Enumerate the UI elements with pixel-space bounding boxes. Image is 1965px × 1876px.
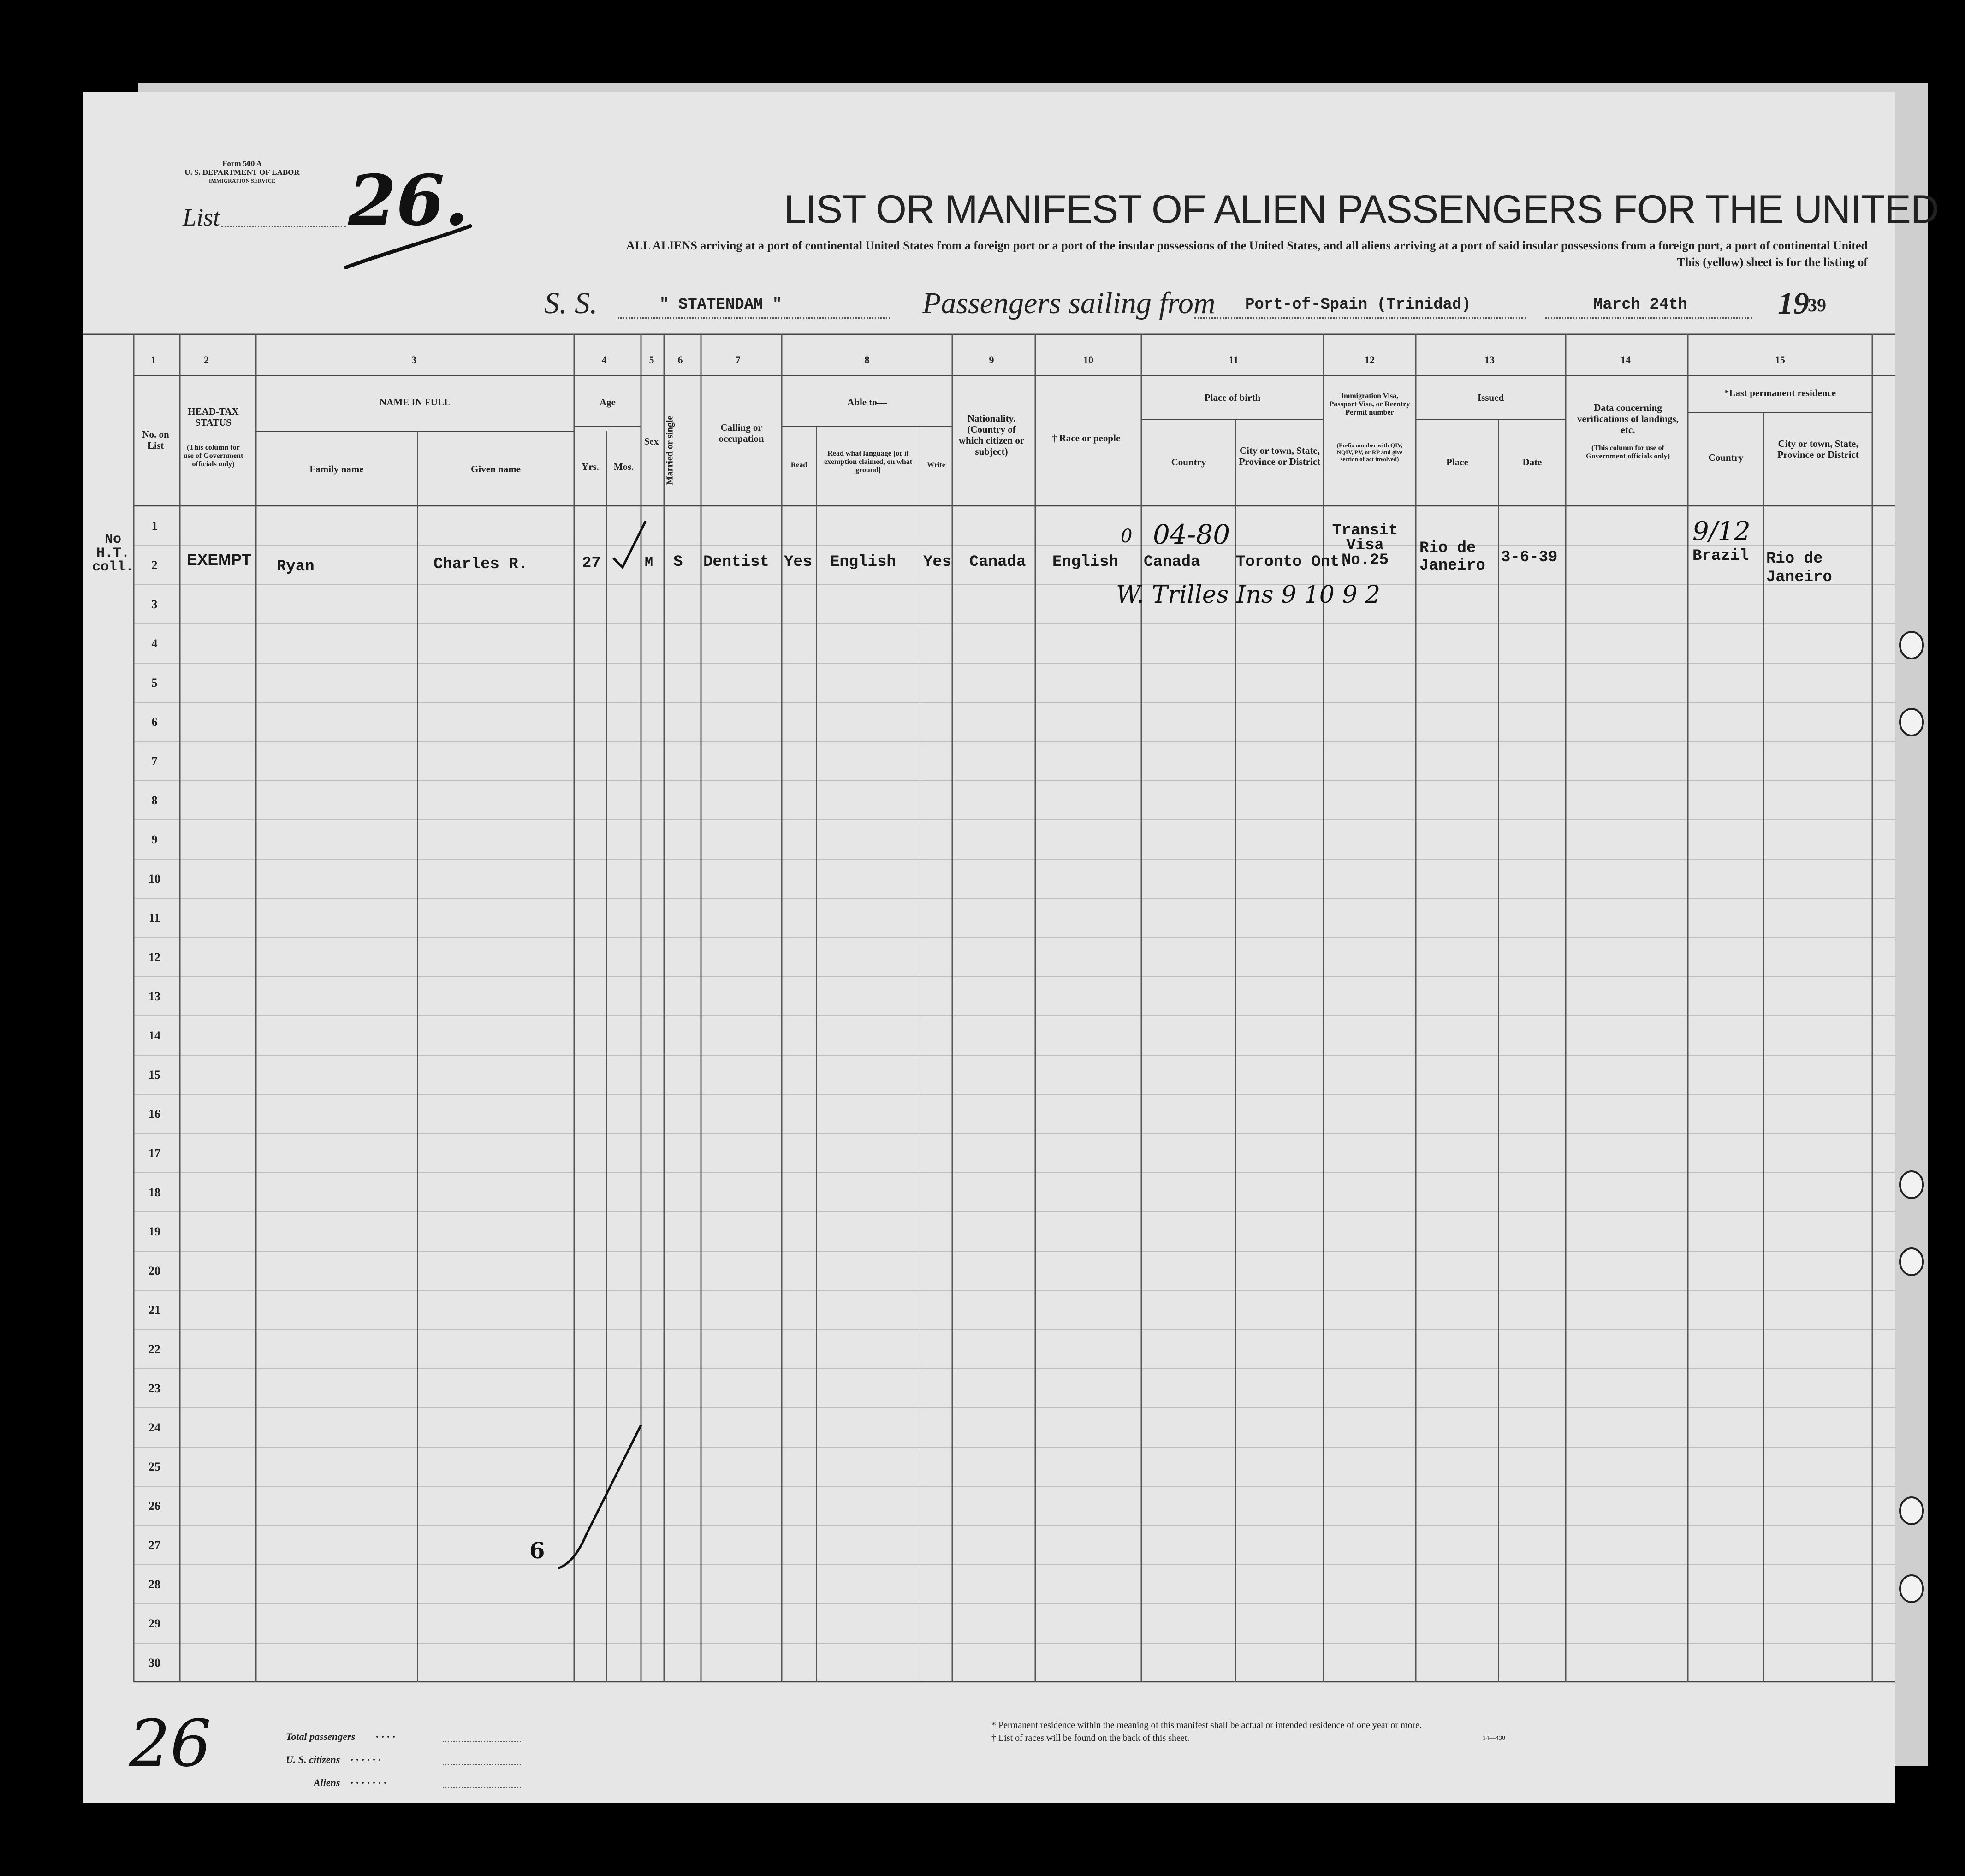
row-number: 27 bbox=[148, 1538, 160, 1552]
binder-hole bbox=[1899, 1574, 1924, 1603]
row-number: 5 bbox=[151, 676, 158, 689]
column-number-3: 3 bbox=[411, 354, 416, 366]
cell-head-tax-status: EXEMPT bbox=[187, 551, 251, 569]
row-number: 22 bbox=[148, 1342, 160, 1356]
footer-aliens-label: Aliens bbox=[314, 1777, 340, 1788]
row-number: 19 bbox=[148, 1225, 160, 1238]
header-birth-city: City or town, State, Province or District bbox=[1239, 445, 1321, 467]
cell-can-read: Yes bbox=[784, 553, 813, 571]
header-calling: Calling or occupation bbox=[718, 422, 764, 444]
header-issued-date: Date bbox=[1522, 457, 1542, 468]
column-number-13: 13 bbox=[1484, 354, 1495, 366]
row-number: 21 bbox=[148, 1303, 160, 1317]
binder-hole bbox=[1899, 1496, 1924, 1525]
visa-line-1: Transit bbox=[1332, 522, 1398, 540]
column-number-8: 8 bbox=[864, 354, 870, 366]
row-number: 18 bbox=[148, 1186, 160, 1199]
row-number: 15 bbox=[148, 1068, 160, 1081]
header-last-residence: *Last permanent residence bbox=[1724, 387, 1836, 398]
header-issued: Issued bbox=[1477, 392, 1504, 403]
column-number-9: 9 bbox=[989, 354, 994, 366]
handwritten-tally-stroke bbox=[549, 1420, 650, 1582]
list-number: 26. bbox=[348, 160, 469, 241]
issued-place-line-1: Rio de bbox=[1419, 540, 1476, 557]
list-label: List bbox=[183, 203, 220, 231]
column-number-7: 7 bbox=[735, 354, 741, 366]
row-number: 24 bbox=[148, 1421, 160, 1434]
departure-date: March 24th bbox=[1593, 296, 1688, 314]
year-value: 39 bbox=[1808, 295, 1826, 315]
header-write: Write bbox=[927, 461, 945, 469]
cell-family-name: Ryan bbox=[277, 558, 315, 576]
cell-issued-date: 3-6-39 bbox=[1501, 549, 1558, 566]
header-head-tax: HEAD-TAX STATUS bbox=[188, 406, 239, 428]
header-read-language: Read what language [or if exemption claimed, on what ground] bbox=[824, 450, 913, 474]
footer-citizens-line bbox=[443, 1764, 521, 1765]
footer-total-passengers-label: Total passengers bbox=[286, 1731, 356, 1742]
row-number: 13 bbox=[148, 990, 160, 1003]
footer-form-code: 14—430 bbox=[1483, 1735, 1505, 1742]
column-number-4: 4 bbox=[601, 354, 607, 366]
handwritten-corner-number: 26 bbox=[129, 1706, 212, 1781]
column-number-15: 15 bbox=[1775, 354, 1785, 366]
row-number: 4 bbox=[151, 637, 158, 650]
sailing-from-label: Passengers sailing from bbox=[922, 286, 1216, 320]
row-number: 2 bbox=[151, 558, 158, 572]
footer-total-dots: . . . . bbox=[376, 1728, 395, 1740]
header-visa: Immigration Visa, Passport Visa, or Reentry Permit number bbox=[1329, 392, 1410, 416]
row-number: 30 bbox=[148, 1656, 160, 1669]
cell-given-name: Charles R. bbox=[433, 556, 528, 573]
row-number: 11 bbox=[148, 911, 160, 925]
column-number-2: 2 bbox=[204, 354, 209, 366]
age-check-mark bbox=[609, 516, 650, 576]
subtitle-line-1: arriving at a port of continental United States from a foreign port or a port of the insular possessions of the United States, and all aliens arriving at a port of said insular possessions from a foreign port, a port of continental United bbox=[700, 239, 1868, 252]
header-race: † Race or people bbox=[1051, 433, 1121, 444]
ss-label: S. S. bbox=[544, 286, 598, 320]
margin-note-no-head-tax: No H.T. coll. bbox=[92, 532, 134, 575]
binder-hole bbox=[1899, 1247, 1924, 1276]
row-number: 26 bbox=[148, 1499, 160, 1513]
column-number-5: 5 bbox=[649, 354, 654, 366]
cell-residence-country: Brazil bbox=[1692, 547, 1749, 565]
manifest-title: LIST OR MANIFEST OF ALIEN PASSENGERS FOR THE UNITED bbox=[784, 187, 1939, 232]
handwritten-zero-mark: 0 bbox=[1121, 526, 1133, 547]
form-number: Form 500 A bbox=[222, 159, 262, 168]
cell-nationality: Canada bbox=[969, 553, 1026, 571]
column-number-12: 12 bbox=[1365, 354, 1375, 366]
cell-visa-number bbox=[1328, 523, 1402, 568]
column-number-10: 10 bbox=[1083, 354, 1093, 366]
header-given-name: Given name bbox=[471, 463, 521, 475]
footer-aliens-dots: . . . . . . . bbox=[350, 1775, 386, 1787]
header-residence-city: City or town, State, Province or District bbox=[1777, 438, 1859, 460]
visa-line-3: No.25 bbox=[1341, 552, 1389, 569]
row-number: 25 bbox=[148, 1460, 160, 1473]
row-number: 1 bbox=[151, 519, 158, 533]
header-landings: Data concerning verifications of landings, etc. bbox=[1577, 402, 1679, 435]
row-number: 7 bbox=[151, 754, 158, 768]
header-read: Read bbox=[790, 461, 807, 469]
row-number: 10 bbox=[148, 872, 160, 885]
subtitle-line-2: This (yellow) sheet is for the listing of bbox=[1677, 255, 1868, 269]
footer-us-citizens-label: U. S. citizens bbox=[286, 1754, 340, 1765]
row-number: 23 bbox=[148, 1382, 160, 1395]
handwritten-code: 04-80 bbox=[1153, 519, 1230, 550]
row-number: 16 bbox=[148, 1107, 160, 1121]
header-issued-place: Place bbox=[1446, 457, 1468, 468]
handwritten-annotation: W. Trilles Ins 9 10 9 2 bbox=[1116, 581, 1381, 609]
row-number: 20 bbox=[148, 1264, 160, 1277]
handwritten-residence-fraction: 9/12 bbox=[1692, 516, 1751, 546]
departure-port: Port-of-Spain (Trinidad) bbox=[1245, 296, 1471, 314]
residence-city-line-2: Janeiro bbox=[1766, 569, 1832, 586]
footer-note-races: † List of races will be found on the back of this sheet. bbox=[991, 1733, 1190, 1743]
header-head-tax-note: (This column for use of Government officials only) bbox=[183, 444, 243, 468]
row-number: 12 bbox=[148, 950, 160, 964]
cell-issued-place bbox=[1419, 540, 1485, 575]
header-nationality: Nationality. (Country of which citizen or subject) bbox=[958, 413, 1025, 457]
row-number: 29 bbox=[148, 1617, 160, 1630]
row-number: 17 bbox=[148, 1146, 160, 1160]
footer-aliens-line bbox=[443, 1787, 521, 1788]
binder-hole bbox=[1899, 708, 1924, 736]
cell-age-years: 27 bbox=[582, 555, 601, 572]
row-number: 8 bbox=[151, 794, 158, 807]
header-family-name: Family name bbox=[309, 463, 364, 475]
cell-residence-city bbox=[1766, 550, 1832, 587]
cell-sex: M bbox=[645, 555, 653, 570]
header-visa-note: (Prefix number with QIV, NQIV, PV, or RP and give section of act involved) bbox=[1336, 442, 1403, 463]
footer-total-line bbox=[443, 1741, 521, 1742]
header-age: Age bbox=[600, 397, 616, 408]
column-number-14: 14 bbox=[1621, 354, 1631, 366]
binder-hole bbox=[1899, 1170, 1924, 1199]
row-number: 28 bbox=[148, 1578, 160, 1591]
service-name: IMMIGRATION SERVICE bbox=[208, 178, 276, 184]
header-married-or-single: Married or single bbox=[665, 416, 675, 485]
footer-citizens-dots: . . . . . . bbox=[350, 1751, 381, 1763]
header-place-of-birth: Place of birth bbox=[1204, 392, 1261, 403]
issued-place-line-2: Janeiro bbox=[1419, 557, 1485, 575]
column-number-11: 11 bbox=[1229, 354, 1239, 366]
row-number: 3 bbox=[151, 598, 158, 611]
header-residence-country: Country bbox=[1708, 452, 1744, 463]
binder-hole bbox=[1899, 631, 1924, 659]
visa-line-2: Visa bbox=[1346, 537, 1384, 554]
department-name: U. S. DEPARTMENT OF LABOR bbox=[184, 168, 300, 177]
cell-can-write: Yes bbox=[923, 553, 952, 571]
row-number: 9 bbox=[151, 833, 158, 846]
header-landings-note: (This column for use of Government officials only) bbox=[1585, 444, 1670, 460]
subtitle-lead: ALL ALIENS bbox=[626, 239, 697, 252]
header-sex: Sex bbox=[644, 436, 659, 447]
cell-race: English bbox=[1052, 553, 1118, 571]
cell-birth-city: Toronto Ont. bbox=[1236, 553, 1349, 571]
ship-name: " STATENDAM " bbox=[659, 296, 782, 314]
handwritten-count: 6 bbox=[529, 1538, 545, 1564]
header-age-years: Yrs. bbox=[582, 461, 599, 472]
cell-marital-status: S bbox=[673, 553, 683, 571]
header-no-on-list: No. on List bbox=[142, 429, 169, 451]
cell-occupation: Dentist bbox=[703, 553, 769, 571]
header-birth-country: Country bbox=[1171, 457, 1206, 468]
cell-birth-country: Canada bbox=[1144, 553, 1200, 571]
residence-city-line-1: Rio de bbox=[1766, 550, 1823, 568]
header-age-months: Mos. bbox=[613, 461, 634, 472]
header-name-in-full: NAME IN FULL bbox=[379, 397, 451, 408]
column-number-1: 1 bbox=[151, 354, 156, 366]
column-number-6: 6 bbox=[677, 354, 683, 366]
row-number: 14 bbox=[148, 1029, 160, 1042]
row-number: 6 bbox=[151, 715, 158, 729]
header-able-to: Able to— bbox=[847, 397, 887, 408]
cell-read-language: English bbox=[830, 553, 896, 571]
footer-note-residence: * Permanent residence within the meaning of this manifest shall be actual or intended residence of one year or more. bbox=[991, 1720, 1422, 1730]
year-prefix: 19 bbox=[1778, 285, 1809, 321]
